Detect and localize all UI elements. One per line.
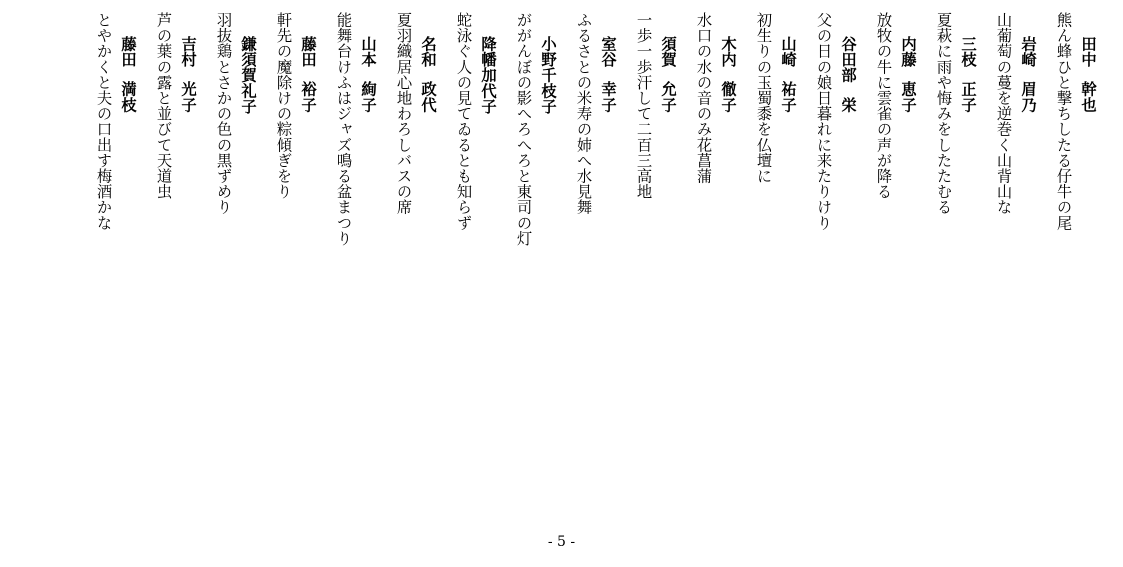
haiku-text: 夏羽織居心地わろしバスの席 — [394, 12, 413, 215]
page-number: - 5 - — [547, 534, 576, 550]
author-name: 内藤恵子 — [899, 36, 917, 113]
author-name: 田中幹也 — [1079, 36, 1097, 113]
haiku-text: 羽抜鶏とさかの色の黒ずめり — [214, 12, 233, 215]
haiku-entry — [981, 12, 1041, 215]
haiku-text: ふるさとの米寿の姉へ水見舞 — [574, 12, 593, 215]
author-name: 須賀允子 — [659, 36, 677, 113]
haiku-text: ががんぼの影へろへろと東司の灯 — [514, 12, 533, 246]
author-name: 藤田満枝 — [119, 36, 137, 113]
haiku-text: 初生りの玉蜀黍を仏壇に — [754, 12, 773, 184]
haiku-text: 山葡萄の蔓を逆巻く山背山な — [994, 12, 1013, 215]
haiku-entry — [681, 12, 741, 184]
haiku-entry — [741, 12, 801, 184]
haiku-entry — [501, 12, 561, 246]
haiku-entry — [621, 12, 681, 199]
haiku-text: 放牧の牛に雲雀の声が降る — [874, 12, 893, 200]
haiku-entry — [441, 12, 501, 230]
haiku-entry — [921, 12, 981, 215]
author-name: 木内徹子 — [719, 36, 737, 113]
author-name: 名和政代 — [419, 36, 437, 113]
haiku-entry — [321, 12, 381, 246]
haiku-entry — [141, 12, 201, 199]
haiku-entry — [261, 12, 321, 199]
haiku-text: 能舞台けふはジャズ鳴る盆まつり — [334, 12, 353, 246]
haiku-text: 熊ん蜂ひと撃ちしたる仔牛の尾 — [1054, 12, 1073, 231]
author-name: 岩崎眉乃 — [1019, 36, 1037, 113]
haiku-text: 軒先の魔除けの粽傾ぎをり — [274, 12, 293, 200]
author-name: 山崎祐子 — [779, 36, 797, 113]
haiku-text: 水口の水の音のみ花菖蒲 — [694, 12, 713, 184]
haiku-entry — [201, 12, 261, 215]
haiku-columns — [81, 12, 1101, 312]
author-name: 室谷幸子 — [599, 36, 617, 113]
haiku-entry — [561, 12, 621, 215]
haiku-text: 夏萩に雨や悔みをしたたむる — [934, 12, 953, 215]
author-name: 吉村光子 — [179, 36, 197, 113]
haiku-entry — [801, 12, 861, 230]
author-name: 谷田部栄 — [839, 36, 857, 113]
haiku-text: 一歩一歩汗して二百三高地 — [634, 12, 653, 200]
haiku-text: とやかくと夫の口出す梅酒かな — [94, 12, 113, 231]
author-name: 山本絢子 — [359, 36, 377, 113]
author-name: 小野千枝子 — [539, 36, 557, 115]
author-name: 降幡加代子 — [479, 36, 497, 115]
author-name: 鎌須賀礼子 — [239, 36, 257, 115]
author-name: 藤田裕子 — [299, 36, 317, 113]
haiku-entry — [381, 12, 441, 215]
author-name: 三枝正子 — [959, 36, 977, 113]
haiku-text: 芦の葉の露と並びて天道虫 — [154, 12, 173, 200]
haiku-entry — [1041, 12, 1101, 230]
haiku-entry — [81, 12, 141, 230]
haiku-entry — [861, 12, 921, 199]
haiku-text: 父の日の娘日暮れに来たりけり — [814, 12, 833, 231]
haiku-text: 蛇泳ぐ人の見てゐるとも知らず — [454, 12, 473, 231]
